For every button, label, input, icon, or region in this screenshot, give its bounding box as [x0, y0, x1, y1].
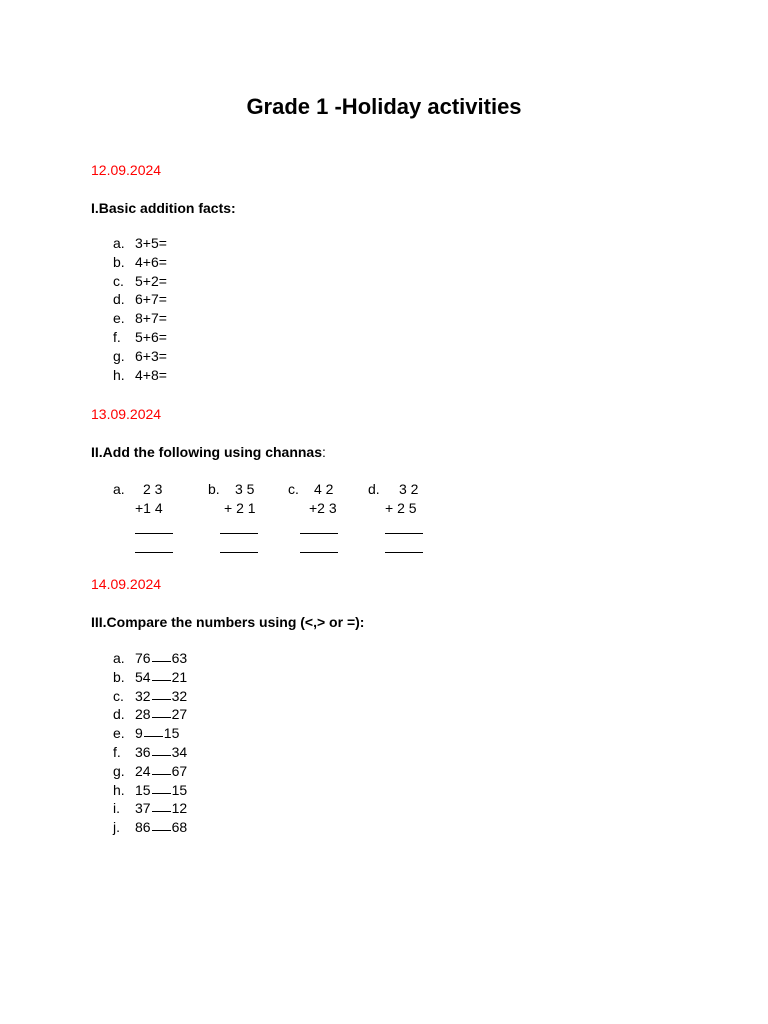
answer-blank[interactable]: [152, 781, 171, 794]
problem-bottom-d: + 2 5: [385, 500, 417, 516]
answer-blank[interactable]: [152, 743, 171, 756]
left-number: 37: [135, 800, 151, 817]
list-item: [113, 234, 167, 253]
answer-blank[interactable]: [152, 687, 171, 700]
problem-marker-c: c.: [288, 481, 299, 497]
problem-bottom-c: +2 3: [309, 500, 337, 516]
left-number: 54: [135, 668, 151, 685]
right-number: 68: [171, 819, 188, 836]
section-3-date: 14.09.2024: [91, 576, 162, 592]
answer-line: [385, 552, 423, 553]
problem-top-a: 2 3: [143, 481, 163, 497]
list-item: [113, 649, 187, 668]
section-2-heading-text: II.Add the following using channas: [91, 444, 322, 460]
list-marker: f.: [113, 328, 121, 345]
right-number: 32: [171, 687, 188, 704]
problem-text: 6+3=: [135, 347, 167, 364]
problem-bottom-b: + 2 1: [224, 500, 256, 516]
list-item: [113, 668, 187, 687]
list-item: [113, 762, 187, 781]
list-marker: b.: [113, 253, 125, 270]
left-number: 36: [135, 743, 151, 760]
problem-text: 5+6=: [135, 328, 167, 345]
list-item: [113, 818, 187, 837]
problem-top-c: 4 2: [314, 481, 334, 497]
section-2-heading: [91, 443, 326, 461]
answer-blank[interactable]: [152, 668, 171, 681]
list-item: [113, 799, 187, 818]
left-number: 24: [135, 762, 151, 779]
list-marker: b.: [113, 668, 125, 685]
list-marker: h.: [113, 781, 125, 798]
list-marker: g.: [113, 347, 125, 364]
section-2-heading-colon: :: [322, 444, 326, 460]
problem-text: 4+6=: [135, 253, 167, 270]
answer-line: [385, 533, 423, 534]
left-number: 15: [135, 781, 151, 798]
problem-marker-b: b.: [208, 481, 220, 497]
answer-line: [135, 533, 173, 534]
problem-top-b: 3 5: [235, 481, 255, 497]
answer-blank[interactable]: [152, 705, 171, 718]
left-number: 86: [135, 819, 151, 836]
answer-line: [220, 533, 258, 534]
answer-line: [220, 552, 258, 553]
list-marker: d.: [113, 706, 125, 723]
section-1-date: 12.09.2024: [91, 162, 162, 178]
list-item: [113, 347, 167, 366]
list-item: [113, 253, 167, 272]
list-item: [113, 743, 187, 762]
section-3-heading: III.Compare the numbers using (<,> or =):: [91, 614, 365, 630]
left-number: 9: [135, 725, 143, 742]
answer-blank[interactable]: [152, 799, 171, 812]
list-marker: a.: [113, 235, 125, 251]
right-number: 63: [171, 650, 188, 666]
problem-top-d: 3 2: [399, 481, 419, 497]
list-item: [113, 781, 187, 800]
problem-text: 4+8=: [135, 366, 167, 383]
list-marker: e.: [113, 310, 125, 327]
page-title: Grade 1 -Holiday activities: [246, 94, 522, 119]
section-2-date: 13.09.2024: [91, 406, 162, 422]
answer-blank[interactable]: [152, 649, 171, 662]
problem-text: 8+7=: [135, 310, 167, 327]
section-1-heading: I.Basic addition facts:: [91, 200, 236, 216]
list-item: [113, 309, 167, 328]
problem-text: 5+2=: [135, 272, 167, 289]
addition-facts-list: [113, 234, 167, 384]
problem-marker-a: a.: [113, 481, 125, 497]
left-number: 32: [135, 687, 151, 704]
problem-marker-d: d.: [368, 481, 380, 497]
list-marker: i.: [113, 800, 120, 817]
left-number: 76: [135, 650, 151, 666]
right-number: 21: [171, 668, 188, 685]
list-marker: g.: [113, 762, 125, 779]
answer-blank[interactable]: [144, 724, 163, 737]
list-item: [113, 328, 167, 347]
right-number: 15: [163, 725, 180, 742]
right-number: 27: [171, 706, 188, 723]
list-marker: j.: [113, 819, 120, 836]
answer-line: [300, 533, 338, 534]
left-number: 28: [135, 706, 151, 723]
list-marker: e.: [113, 725, 125, 742]
answer-blank[interactable]: [152, 818, 171, 831]
answer-line: [135, 552, 173, 553]
answer-line: [300, 552, 338, 553]
list-marker: a.: [113, 650, 125, 666]
answer-blank[interactable]: [152, 762, 171, 775]
list-marker: c.: [113, 272, 124, 289]
list-item: [113, 272, 167, 291]
right-number: 67: [171, 762, 188, 779]
list-marker: d.: [113, 291, 125, 308]
compare-list: [113, 649, 187, 837]
list-item: [113, 724, 187, 743]
right-number: 12: [171, 800, 188, 817]
list-marker: c.: [113, 687, 124, 704]
problem-bottom-a: +1 4: [135, 500, 163, 516]
list-item: [113, 366, 167, 385]
problem-text: 3+5=: [135, 235, 167, 251]
right-number: 15: [171, 781, 188, 798]
problem-text: 6+7=: [135, 291, 167, 308]
list-item: [113, 687, 187, 706]
list-marker: f.: [113, 743, 121, 760]
list-item: [113, 290, 167, 309]
list-marker: h.: [113, 366, 125, 383]
list-item: [113, 705, 187, 724]
right-number: 34: [171, 743, 188, 760]
